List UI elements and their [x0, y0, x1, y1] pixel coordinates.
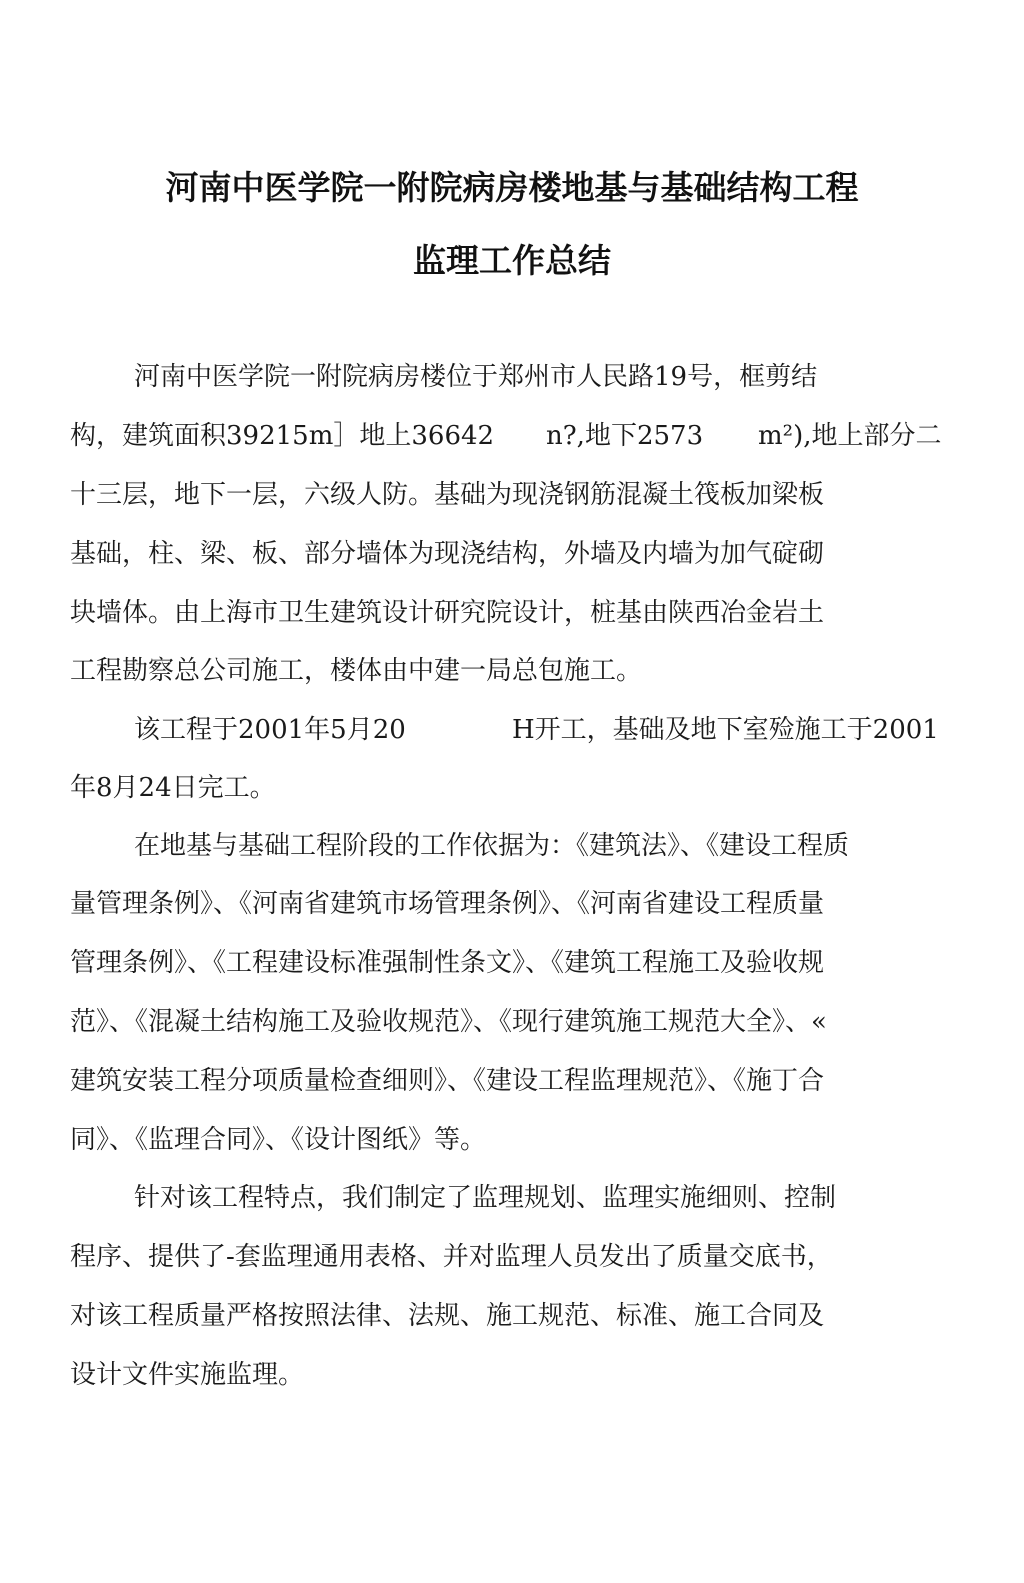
- body-line-7b: H开工，基础及地下室殓施工于2001: [512, 715, 939, 745]
- document-title-line-1: 河南中医学院一附院病房楼地基与基础结构工程: [165, 168, 859, 207]
- body-line-10: 量管理条例》、《河南省建筑市场管理条例》、《河南省建设工程质量: [70, 889, 825, 919]
- body-line-4: 基础，柱、梁、板、部分墙体为现浇结构，外墙及内墙为加气碇砌: [70, 539, 825, 569]
- body-line-5: 块墙体。由上海市卫生建筑设计研究院设计，桩基由陕西冶金岩土: [70, 598, 825, 628]
- body-line-17: 对该工程质量严格按照法律、法规、施工规范、标准、施工合同及: [70, 1301, 825, 1331]
- body-line-12: 范》、《混凝土结构施工及验收规范》、《现行建筑施工规范大全》、«: [70, 1007, 827, 1037]
- body-line-1: 河南中医学院一附院病房楼位于郑州市人民路19号，框剪结: [134, 362, 818, 392]
- body-line-2a: 构，建筑面积39215m］地上36642: [70, 421, 495, 451]
- body-line-16: 程序、提供了-套监理通用表格、并对监理人员发出了质量交底书，: [70, 1242, 833, 1272]
- body-line-13: 建筑安装工程分项质量检查细则》、《建设工程监理规范》、《施丁合: [70, 1066, 825, 1096]
- body-line-2c: m²),地上部分二: [758, 421, 942, 451]
- body-line-18: 设计文件实施监理。: [70, 1360, 305, 1390]
- body-line-9: 在地基与基础工程阶段的工作依据为：《建筑法》、《建设工程质: [134, 831, 850, 861]
- body-line-6: 工程勘察总公司施工，楼体由中建一局总包施工。: [70, 656, 643, 686]
- body-line-14: 同》、《监理合同》、《设计图纸》等。: [70, 1125, 487, 1155]
- body-line-3: 十三层，地下一层，六级人防。基础为现浇钢筋混凝土筏板加梁板: [70, 480, 825, 510]
- body-line-15: 针对该工程特点，我们制定了监理规划、监理实施细则、控制: [134, 1183, 837, 1213]
- body-line-2b: n?,地下2573: [546, 421, 704, 451]
- body-line-11: 管理条例》、《工程建设标准强制性条文》、《建筑工程施工及验收规: [70, 948, 825, 978]
- body-line-8: 年8月24日完工。: [70, 773, 276, 803]
- body-line-7a: 该工程于2001年5月20: [134, 715, 406, 745]
- document-title-line-2: 监理工作总结: [413, 241, 611, 280]
